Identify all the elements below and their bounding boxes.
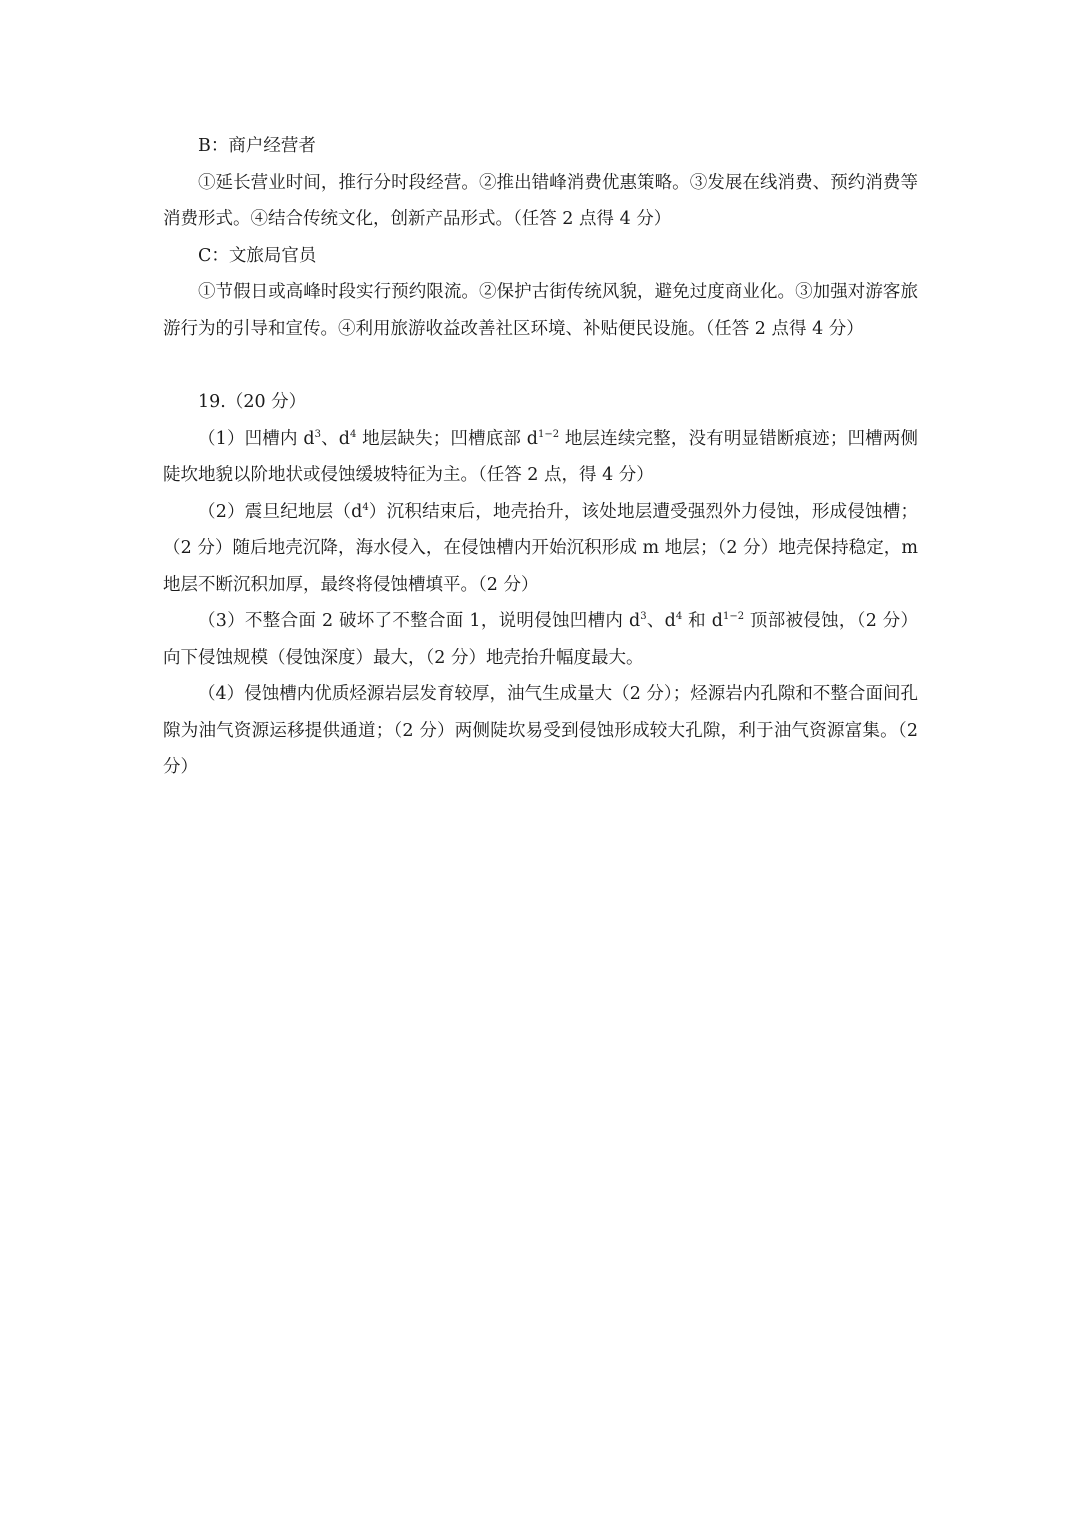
text-run: （2）震旦纪地层（d bbox=[198, 501, 363, 522]
section-c-label: C：文旅局官员 bbox=[198, 245, 317, 266]
question-19-title: 19.（20 分） bbox=[198, 392, 307, 412]
text-run: 、d bbox=[320, 428, 350, 449]
superscript: 1−2 bbox=[722, 611, 745, 622]
superscript: 3 bbox=[314, 428, 321, 440]
question-19-part-2 bbox=[163, 494, 918, 604]
superscript: 4 bbox=[349, 428, 357, 440]
answer-content bbox=[163, 128, 918, 786]
section-c-body: ①节假日或高峰时段实行预约限流。②保护古街传统风貌，避免过度商业化。③加强对游客旅游行为的引导和宣传。④利用旅游收益改善社区环境、补贴便民设施。（任答 2 点得 4 分） bbox=[163, 282, 918, 339]
spacer bbox=[163, 347, 918, 384]
superscript: 1−2 bbox=[538, 428, 560, 440]
superscript: 4 bbox=[362, 501, 369, 513]
text-run: 地层连续完整，没有明显错断痕迹；凹槽两侧陡坎地貌以阶地状或侵蚀缓坡特征为主。（任答 2 点，得 4 分） bbox=[163, 428, 919, 485]
text-run: 和 d bbox=[682, 611, 723, 631]
text-run: ）沉积结束后，地壳抬升，该处地层遭受强烈外力侵蚀，形成侵蚀槽；（2 分）随后地壳沉降，海水侵入，在侵蚀槽内开始沉积形成 m 地层；（2 分）地壳保持稳定，m 地层不断沉积加厚，最终将侵蚀槽填平。（2 分） bbox=[163, 501, 918, 595]
superscript: 4 bbox=[675, 611, 683, 622]
text-run: （3）不整合面 2 破坏了不整合面 1，说明侵蚀凹槽内 d bbox=[198, 611, 641, 631]
text-run: （1）凹槽内 d bbox=[198, 428, 315, 449]
text-run: 顶部被侵蚀，（2 分）向下侵蚀规模（侵蚀深度）最大，（2 分）地壳抬升幅度最大。 bbox=[163, 611, 919, 668]
superscript: 3 bbox=[640, 611, 647, 622]
section-b-label: B：商户经营者 bbox=[198, 136, 316, 156]
text-run: 地层缺失；凹槽底部 d bbox=[356, 428, 539, 449]
question-19-part-1 bbox=[163, 421, 918, 494]
question-19-part-3 bbox=[163, 603, 918, 676]
question-19-part-4: （4）侵蚀槽内优质烃源岩层发育较厚，油气生成量大（2 分）；烃源岩内孔隙和不整合面间孔隙为油气资源运移提供通道；（2 分）两侧陡坎易受到侵蚀形成较大孔隙，利于油气资源富集。（2 分） bbox=[163, 684, 918, 777]
section-b-body: ①延长营业时间，推行分时段经营。②推出错峰消费优惠策略。③发展在线消费、预约消费等消费形式。④结合传统文化，创新产品形式。（任答 2 点得 4 分） bbox=[163, 172, 918, 229]
text-run: 、d bbox=[646, 611, 676, 631]
